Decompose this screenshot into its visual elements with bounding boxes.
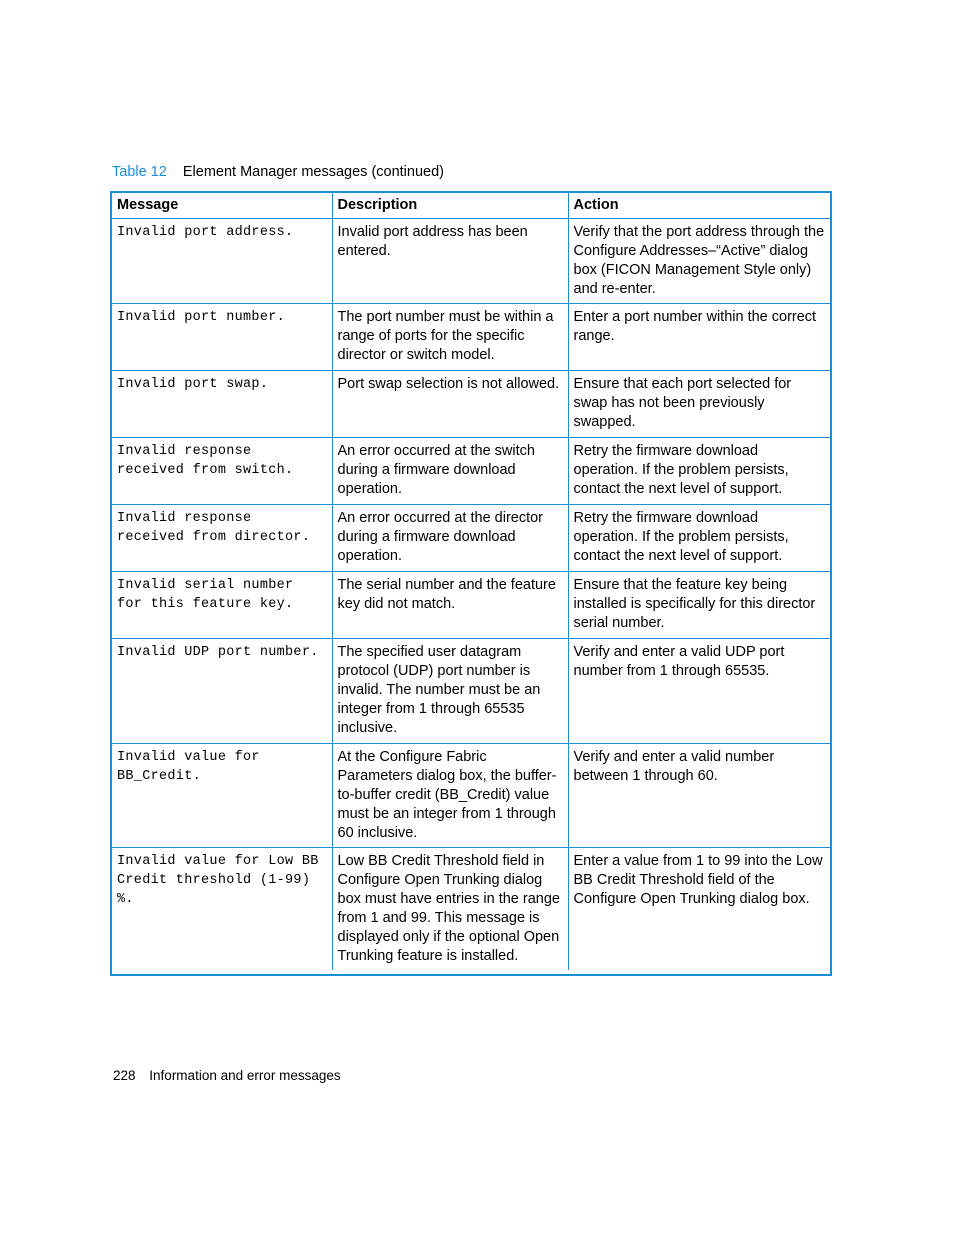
table-row — [112, 744, 830, 848]
description-cell: An error occurred at the switch during a firmware download operation. — [332, 438, 568, 505]
action-cell: Verify and enter a valid number between 1 through 60. — [568, 744, 830, 848]
message-cell: Invalid UDP port number. — [112, 639, 332, 744]
table-row — [112, 572, 830, 639]
description-cell: The port number must be within a range of ports for the specific director or switch model. — [332, 304, 568, 371]
messages-table — [112, 193, 830, 970]
message-cell: Invalid port swap. — [112, 371, 332, 438]
page-footer — [113, 1067, 341, 1085]
table-row — [112, 505, 830, 572]
description-cell: Low BB Credit Threshold field in Configure Open Trunking dialog box must have entries in the range from 1 and 99. This message is displayed only if the optional Open Trunking feature is installed. — [332, 848, 568, 970]
section-title: Information and error messages — [149, 1068, 341, 1083]
action-cell: Enter a port number within the correct range. — [568, 304, 830, 371]
table-row — [112, 438, 830, 505]
table-row — [112, 371, 830, 438]
table-header-row — [112, 193, 830, 219]
action-cell: Verify and enter a valid UDP port number from 1 through 65535. — [568, 639, 830, 744]
column-header-action: Action — [568, 193, 830, 219]
column-header-message: Message — [112, 193, 332, 219]
message-cell: Invalid response received from director. — [112, 505, 332, 572]
message-cell: Invalid value for BB_Credit. — [112, 744, 332, 848]
table-number: Table 12 — [112, 164, 167, 180]
message-cell: Invalid response received from switch. — [112, 438, 332, 505]
column-header-description: Description — [332, 193, 568, 219]
table-row — [112, 848, 830, 970]
messages-table-frame — [110, 191, 832, 976]
table-row — [112, 639, 830, 744]
table-row — [112, 304, 830, 371]
action-cell: Retry the firmware download operation. If the problem persists, contact the next level of support. — [568, 505, 830, 572]
description-cell: At the Configure Fabric Parameters dialog box, the buffer-to-buffer credit (BB_Credit) value must be an integer from 1 through 60 inclusive. — [332, 744, 568, 848]
message-cell: Invalid port address. — [112, 219, 332, 304]
action-cell: Enter a value from 1 to 99 into the Low BB Credit Threshold field of the Configure Open Trunking dialog box. — [568, 848, 830, 970]
page-number: 228 — [113, 1068, 136, 1083]
message-cell: Invalid value for Low BB Credit threshold (1-99) %. — [112, 848, 332, 970]
description-cell: Port swap selection is not allowed. — [332, 371, 568, 438]
description-cell: An error occurred at the director during a firmware download operation. — [332, 505, 568, 572]
description-cell: The specified user datagram protocol (UDP) port number is invalid. The number must be an integer from 1 through 65535 inclusive. — [332, 639, 568, 744]
message-cell: Invalid port number. — [112, 304, 332, 371]
message-cell: Invalid serial number for this feature key. — [112, 572, 332, 639]
action-cell: Ensure that the feature key being installed is specifically for this director serial number. — [568, 572, 830, 639]
action-cell: Verify that the port address through the Configure Addresses–“Active” dialog box (FICON Management Style only) and re-enter. — [568, 219, 830, 304]
action-cell: Ensure that each port selected for swap has not been previously swapped. — [568, 371, 830, 438]
table-title: Element Manager messages (continued) — [182, 164, 444, 180]
action-cell: Retry the firmware download operation. If the problem persists, contact the next level of support. — [568, 438, 830, 505]
description-cell: The serial number and the feature key did not match. — [332, 572, 568, 639]
table-row — [112, 219, 830, 304]
table-caption — [112, 163, 444, 181]
description-cell: Invalid port address has been entered. — [332, 219, 568, 304]
